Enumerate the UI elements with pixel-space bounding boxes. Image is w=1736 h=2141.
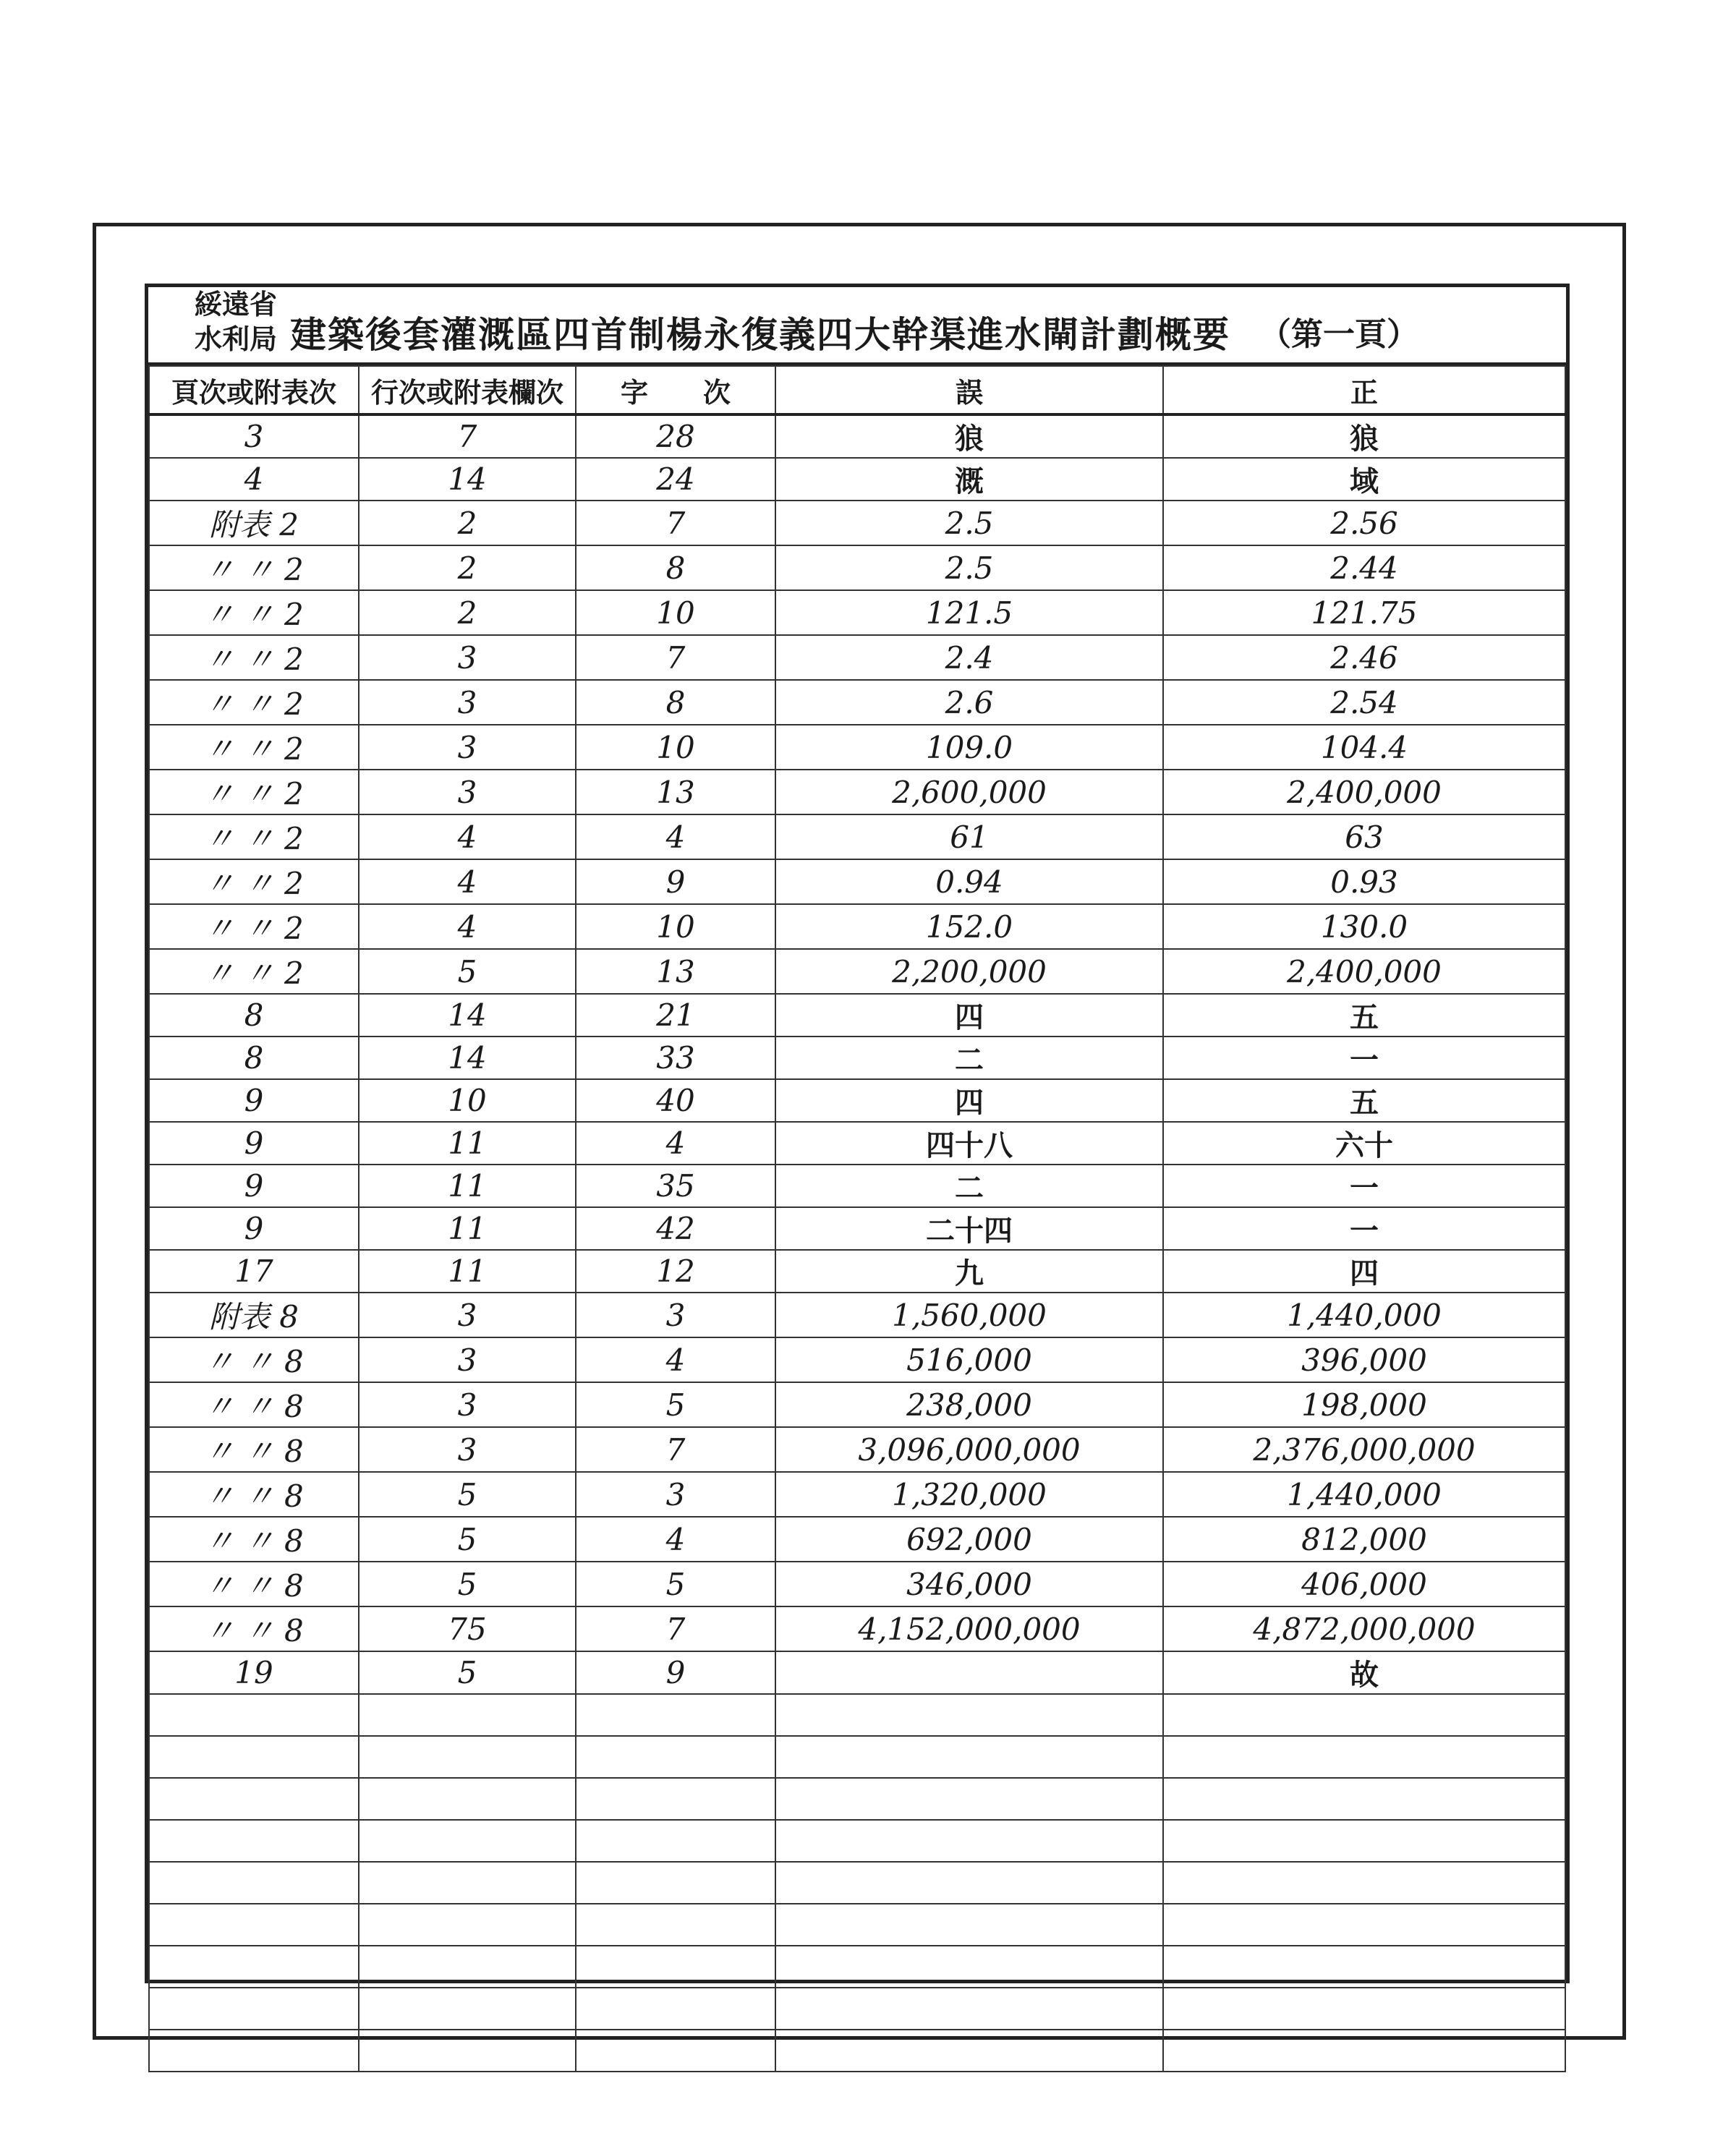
cell-error: 四	[775, 994, 1163, 1037]
cell-line: 3	[359, 1382, 576, 1427]
cell-error: 0.94	[775, 859, 1163, 904]
blank-cell	[1163, 1904, 1565, 1946]
cell-char: 4	[576, 814, 775, 859]
blank-cell	[149, 1820, 359, 1862]
blank-cell	[775, 1862, 1163, 1904]
table-row	[149, 1382, 1565, 1427]
cell-page: 3	[149, 414, 359, 458]
table-row	[149, 1606, 1565, 1651]
blank-cell	[1163, 1988, 1565, 2030]
table-row	[149, 1250, 1565, 1293]
cell-line: 11	[359, 1122, 576, 1165]
cell-page: 〃 〃 2	[149, 680, 359, 725]
cell-page: 〃 〃 8	[149, 1472, 359, 1517]
cell-page: 〃 〃 8	[149, 1606, 359, 1651]
cell-char: 33	[576, 1037, 775, 1079]
cell-line: 3	[359, 725, 576, 770]
cell-page: 〃 〃 2	[149, 590, 359, 635]
blank-cell	[149, 1694, 359, 1736]
blank-cell	[576, 1946, 775, 1988]
issuer-block	[195, 287, 277, 357]
cell-line: 4	[359, 859, 576, 904]
table-row	[149, 414, 1565, 458]
cell-line: 14	[359, 1037, 576, 1079]
cell-page: 19	[149, 1651, 359, 1694]
cell-page: 〃 〃 8	[149, 1427, 359, 1472]
issuer-bureau: 水利局	[195, 323, 278, 355]
cell-char: 28	[576, 414, 775, 458]
cell-error: 2,200,000	[775, 949, 1163, 994]
cell-line: 2	[359, 501, 576, 545]
cell-error: 516,000	[775, 1337, 1163, 1382]
cell-correct: 63	[1163, 814, 1565, 859]
cell-page: 17	[149, 1250, 359, 1293]
col-header-page: 頁次或附表次	[149, 366, 359, 414]
table-row	[149, 1037, 1565, 1079]
cell-error: 3,096,000,000	[775, 1427, 1163, 1472]
cell-error: 狼	[775, 414, 1163, 458]
cell-char: 5	[576, 1382, 775, 1427]
cell-page: 〃 〃 2	[149, 725, 359, 770]
cell-page: 〃 〃 2	[149, 859, 359, 904]
blank-cell	[1163, 1694, 1565, 1736]
cell-page: 〃 〃 8	[149, 1562, 359, 1606]
table-row	[149, 1472, 1565, 1517]
cell-char: 7	[576, 1427, 775, 1472]
table-row	[149, 859, 1565, 904]
blank-row	[149, 1778, 1565, 1820]
header-row	[149, 366, 1565, 414]
cell-correct: 0.93	[1163, 859, 1565, 904]
blank-cell	[359, 2030, 576, 2072]
cell-page: 附表 8	[149, 1293, 359, 1337]
table-row	[149, 458, 1565, 501]
cell-error: 2.5	[775, 545, 1163, 590]
blank-row	[149, 1694, 1565, 1736]
cell-line: 5	[359, 1651, 576, 1694]
cell-line: 14	[359, 458, 576, 501]
cell-line: 4	[359, 814, 576, 859]
cell-error: 2.5	[775, 501, 1163, 545]
cell-correct: 198,000	[1163, 1382, 1565, 1427]
cell-char: 5	[576, 1562, 775, 1606]
cell-page: 〃 〃 2	[149, 770, 359, 814]
blank-row	[149, 1904, 1565, 1946]
blank-cell	[576, 1736, 775, 1778]
cell-error: 四	[775, 1079, 1163, 1122]
cell-char: 8	[576, 680, 775, 725]
cell-correct: 六十	[1163, 1122, 1565, 1165]
cell-error: 二	[775, 1165, 1163, 1207]
cell-char: 7	[576, 1606, 775, 1651]
cell-error: 1,320,000	[775, 1472, 1163, 1517]
table-row	[149, 590, 1565, 635]
cell-line: 3	[359, 680, 576, 725]
blank-row	[149, 1820, 1565, 1862]
table-row	[149, 1651, 1565, 1694]
cell-line: 7	[359, 414, 576, 458]
cell-char: 7	[576, 501, 775, 545]
cell-char: 10	[576, 904, 775, 949]
cell-correct: 狼	[1163, 414, 1565, 458]
blank-cell	[149, 1736, 359, 1778]
cell-correct: 4,872,000,000	[1163, 1606, 1565, 1651]
cell-error: 九	[775, 1250, 1163, 1293]
cell-error: 2.4	[775, 635, 1163, 680]
cell-error: 1,560,000	[775, 1293, 1163, 1337]
cell-char: 9	[576, 1651, 775, 1694]
cell-line: 4	[359, 904, 576, 949]
blank-row	[149, 1862, 1565, 1904]
cell-correct: 1,440,000	[1163, 1472, 1565, 1517]
cell-correct: 2.54	[1163, 680, 1565, 725]
document-title: 建築後套灌溉區四首制楊永復義四大幹渠進水閘計劃概要	[290, 313, 1231, 356]
cell-correct: 2.44	[1163, 545, 1565, 590]
cell-char: 4	[576, 1517, 775, 1562]
cell-char: 35	[576, 1165, 775, 1207]
cell-line: 11	[359, 1250, 576, 1293]
cell-error: 二十四	[775, 1207, 1163, 1250]
blank-cell	[775, 1820, 1163, 1862]
table-row	[149, 1079, 1565, 1122]
col-header-char: 字 次	[576, 366, 775, 414]
cell-correct: 812,000	[1163, 1517, 1565, 1562]
cell-correct: 一	[1163, 1037, 1565, 1079]
cell-correct: 104.4	[1163, 725, 1565, 770]
col-header-error: 誤	[775, 366, 1163, 414]
cell-page: 8	[149, 994, 359, 1037]
cell-char: 42	[576, 1207, 775, 1250]
cell-line: 5	[359, 1517, 576, 1562]
blank-cell	[775, 1778, 1163, 1820]
cell-line: 3	[359, 1293, 576, 1337]
cell-line: 5	[359, 949, 576, 994]
table-row	[149, 814, 1565, 859]
cell-error: 109.0	[775, 725, 1163, 770]
table-row	[149, 994, 1565, 1037]
table-body	[149, 414, 1565, 2072]
blank-cell	[359, 1862, 576, 1904]
blank-row	[149, 1988, 1565, 2030]
issuer-province: 綏遠省	[195, 288, 278, 320]
cell-page: 〃 〃 8	[149, 1517, 359, 1562]
blank-cell	[576, 1778, 775, 1820]
cell-error: 2.6	[775, 680, 1163, 725]
cell-page: 〃 〃 2	[149, 635, 359, 680]
cell-line: 2	[359, 545, 576, 590]
blank-cell	[1163, 1862, 1565, 1904]
blank-cell	[775, 1736, 1163, 1778]
blank-cell	[149, 2030, 359, 2072]
blank-cell	[149, 1862, 359, 1904]
cell-error: 152.0	[775, 904, 1163, 949]
table-row	[149, 1165, 1565, 1207]
blank-row	[149, 1736, 1565, 1778]
cell-error: 346,000	[775, 1562, 1163, 1606]
cell-error: 692,000	[775, 1517, 1163, 1562]
blank-cell	[775, 1946, 1163, 1988]
cell-page: 〃 〃 2	[149, 545, 359, 590]
page-number-note: （第一頁）	[1259, 316, 1419, 353]
cell-error: 溉	[775, 458, 1163, 501]
blank-cell	[1163, 1820, 1565, 1862]
cell-correct: 2.46	[1163, 635, 1565, 680]
cell-page: 〃 〃 2	[149, 904, 359, 949]
cell-char: 40	[576, 1079, 775, 1122]
cell-line: 3	[359, 635, 576, 680]
cell-char: 13	[576, 770, 775, 814]
blank-cell	[576, 1988, 775, 2030]
cell-char: 10	[576, 725, 775, 770]
cell-correct: 域	[1163, 458, 1565, 501]
errata-form	[145, 284, 1570, 1983]
cell-error: 四十八	[775, 1122, 1163, 1165]
cell-line: 11	[359, 1207, 576, 1250]
cell-char: 4	[576, 1337, 775, 1382]
cell-error: 121.5	[775, 590, 1163, 635]
blank-cell	[149, 1988, 359, 2030]
blank-cell	[1163, 2030, 1565, 2072]
table-row	[149, 949, 1565, 994]
cell-error: 4,152,000,000	[775, 1606, 1163, 1651]
cell-correct: 2,376,000,000	[1163, 1427, 1565, 1472]
cell-line: 3	[359, 1337, 576, 1382]
cell-char: 7	[576, 635, 775, 680]
cell-line: 3	[359, 1427, 576, 1472]
cell-page: 附表 2	[149, 501, 359, 545]
cell-char: 9	[576, 859, 775, 904]
cell-page: 4	[149, 458, 359, 501]
blank-row	[149, 1946, 1565, 1988]
cell-char: 24	[576, 458, 775, 501]
cell-char: 4	[576, 1122, 775, 1165]
table-row	[149, 770, 1565, 814]
cell-correct: 四	[1163, 1250, 1565, 1293]
table-row	[149, 1337, 1565, 1382]
cell-page: 〃 〃 8	[149, 1337, 359, 1382]
col-header-line: 行次或附表欄次	[359, 366, 576, 414]
col-header-correct: 正	[1163, 366, 1565, 414]
table-row	[149, 1562, 1565, 1606]
blank-cell	[576, 2030, 775, 2072]
table-row	[149, 680, 1565, 725]
blank-cell	[576, 1862, 775, 1904]
cell-char: 10	[576, 590, 775, 635]
cell-error	[775, 1651, 1163, 1694]
blank-cell	[775, 1694, 1163, 1736]
cell-correct: 406,000	[1163, 1562, 1565, 1606]
cell-page: 9	[149, 1122, 359, 1165]
cell-line: 11	[359, 1165, 576, 1207]
cell-line: 5	[359, 1562, 576, 1606]
cell-char: 3	[576, 1293, 775, 1337]
cell-error: 61	[775, 814, 1163, 859]
blank-row	[149, 2030, 1565, 2072]
blank-cell	[359, 1736, 576, 1778]
table-row	[149, 1122, 1565, 1165]
cell-correct: 五	[1163, 1079, 1565, 1122]
blank-cell	[775, 1988, 1163, 2030]
blank-cell	[576, 1820, 775, 1862]
table-row	[149, 545, 1565, 590]
cell-page: 9	[149, 1207, 359, 1250]
blank-cell	[149, 1778, 359, 1820]
cell-line: 3	[359, 770, 576, 814]
table-row	[149, 501, 1565, 545]
table-row	[149, 725, 1565, 770]
blank-cell	[359, 1778, 576, 1820]
cell-correct: 396,000	[1163, 1337, 1565, 1382]
table-row	[149, 635, 1565, 680]
cell-char: 13	[576, 949, 775, 994]
table-row	[149, 1517, 1565, 1562]
cell-page: 〃 〃 2	[149, 814, 359, 859]
errata-table	[148, 365, 1566, 2072]
cell-page: 〃 〃 8	[149, 1382, 359, 1427]
cell-line: 5	[359, 1472, 576, 1517]
cell-char: 8	[576, 545, 775, 590]
table-row	[149, 904, 1565, 949]
blank-cell	[359, 1820, 576, 1862]
cell-page: 9	[149, 1079, 359, 1122]
cell-line: 75	[359, 1606, 576, 1651]
blank-cell	[1163, 1778, 1565, 1820]
cell-correct: 五	[1163, 994, 1565, 1037]
cell-correct: 一	[1163, 1165, 1565, 1207]
cell-correct: 130.0	[1163, 904, 1565, 949]
cell-line: 10	[359, 1079, 576, 1122]
table-row	[149, 1293, 1565, 1337]
cell-correct: 2,400,000	[1163, 770, 1565, 814]
cell-error: 238,000	[775, 1382, 1163, 1427]
cell-correct: 1,440,000	[1163, 1293, 1565, 1337]
blank-cell	[576, 1904, 775, 1946]
cell-char: 12	[576, 1250, 775, 1293]
cell-correct: 故	[1163, 1651, 1565, 1694]
blank-cell	[359, 1904, 576, 1946]
cell-error: 二	[775, 1037, 1163, 1079]
blank-cell	[576, 1694, 775, 1736]
blank-cell	[1163, 1736, 1565, 1778]
blank-cell	[149, 1904, 359, 1946]
cell-line: 14	[359, 994, 576, 1037]
table-row	[149, 1427, 1565, 1472]
cell-error: 2,600,000	[775, 770, 1163, 814]
blank-cell	[359, 1694, 576, 1736]
cell-correct: 121.75	[1163, 590, 1565, 635]
cell-page: 〃 〃 2	[149, 949, 359, 994]
cell-correct: 2.56	[1163, 501, 1565, 545]
cell-page: 9	[149, 1165, 359, 1207]
blank-cell	[149, 1946, 359, 1988]
table-row	[149, 1207, 1565, 1250]
blank-cell	[359, 1946, 576, 1988]
cell-char: 21	[576, 994, 775, 1037]
blank-cell	[359, 1988, 576, 2030]
blank-cell	[1163, 1946, 1565, 1988]
cell-correct: 一	[1163, 1207, 1565, 1250]
cell-page: 8	[149, 1037, 359, 1079]
blank-cell	[775, 2030, 1163, 2072]
cell-char: 3	[576, 1472, 775, 1517]
cell-correct: 2,400,000	[1163, 949, 1565, 994]
cell-line: 2	[359, 590, 576, 635]
title-row	[148, 287, 1566, 365]
blank-cell	[775, 1904, 1163, 1946]
